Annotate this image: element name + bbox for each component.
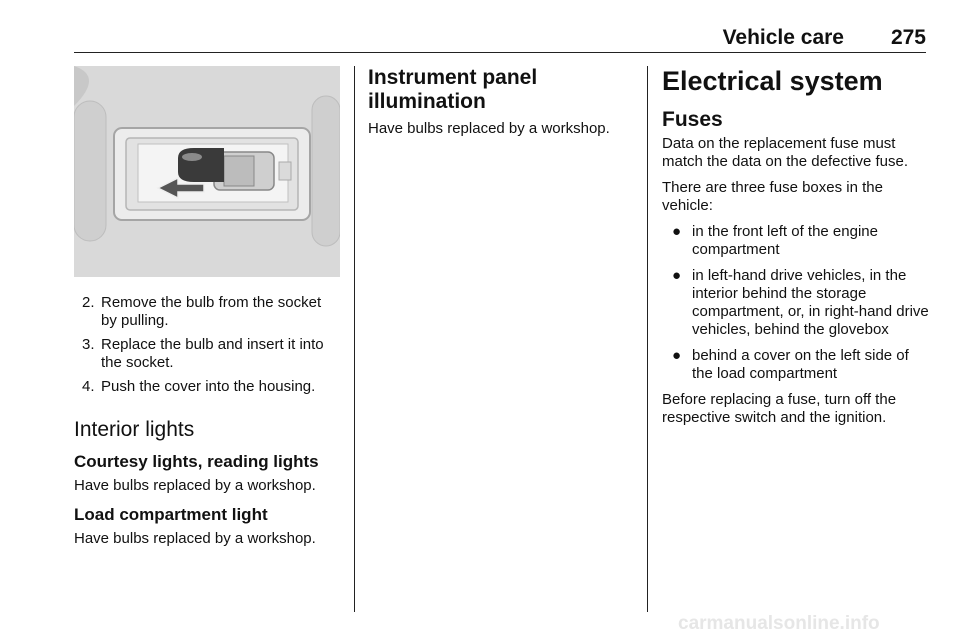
bullet-text: in left-hand drive vehicles, in the interior behind the storage compartment, or, in right-hand drive vehicles, behind the glovebox — [692, 267, 929, 338]
courtesy-lights-text: Have bulbs replaced by a workshop. — [74, 477, 316, 494]
bullet-text: in the front left of the engine compartment — [692, 223, 878, 258]
instrument-panel-text: Have bulbs replaced by a workshop. — [368, 120, 610, 137]
list-item — [662, 223, 930, 259]
list-item — [74, 336, 340, 372]
list-item — [74, 378, 340, 396]
step-text: Remove the bulb from the socket by pulling. — [101, 294, 322, 329]
fuses-heading: Fuses — [662, 108, 723, 131]
step-text: Replace the bulb and insert it into the socket. — [101, 336, 324, 371]
bulb-socket-illustration — [74, 66, 340, 277]
page-number: 275 — [890, 26, 926, 49]
bullet-glyph: ● — [672, 267, 682, 284]
bullet-text: behind a cover on the left side of the load compartment — [692, 347, 909, 382]
step-text: Push the cover into the housing. — [101, 378, 316, 395]
column-divider — [647, 66, 648, 612]
step-number: 2. — [82, 294, 95, 311]
load-compartment-text: Have bulbs replaced by a workshop. — [74, 530, 316, 547]
load-compartment-heading: Load compartment light — [74, 505, 268, 524]
step-number: 3. — [82, 336, 95, 353]
interior-lights-heading: Interior lights — [74, 418, 195, 441]
list-item — [662, 347, 930, 383]
column-right — [662, 66, 930, 427]
steps-list — [74, 294, 340, 396]
column-left — [74, 66, 340, 548]
courtesy-lights-heading: Courtesy lights, reading lights — [74, 452, 319, 471]
column-divider — [354, 66, 355, 612]
instrument-panel-heading: Instrument panel illumination — [368, 66, 538, 113]
page-header — [74, 22, 926, 53]
list-item — [74, 294, 340, 330]
section-title: Vehicle care — [722, 26, 844, 49]
bullet-glyph: ● — [672, 223, 682, 240]
fuses-paragraph-1: Data on the replacement fuse must match the data on the defective fuse. — [662, 135, 908, 170]
fuses-paragraph-3: Before replacing a fuse, turn off the respective switch and the ignition. — [662, 391, 897, 426]
electrical-system-heading: Electrical system — [662, 66, 883, 96]
watermark: carmanualsonline.info — [678, 613, 880, 634]
fuse-box-list — [662, 223, 930, 383]
list-item — [662, 267, 930, 339]
fuses-paragraph-2: There are three fuse boxes in the vehicle: — [662, 179, 883, 214]
column-middle — [368, 66, 636, 138]
bulb-socket-drawing — [74, 66, 340, 277]
bullet-glyph: ● — [672, 347, 682, 364]
step-number: 4. — [82, 378, 95, 395]
